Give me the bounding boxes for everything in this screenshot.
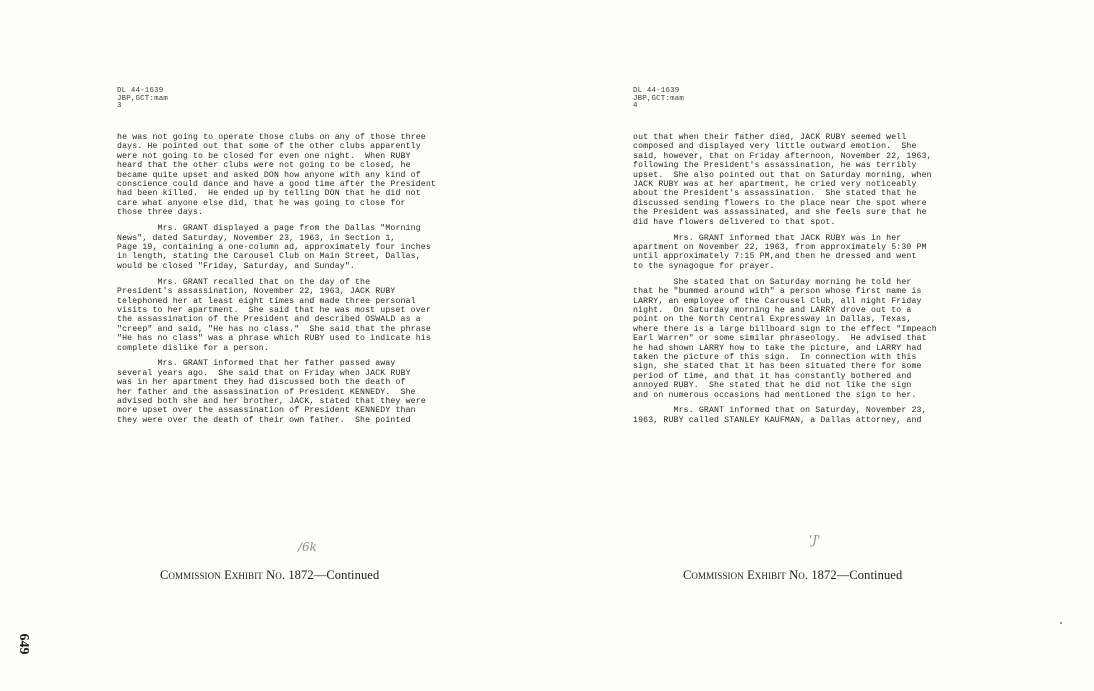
file-number: DL 44-1639 (633, 87, 680, 95)
caption-suffix: —Continued (313, 568, 380, 582)
page-number: 649 (16, 633, 31, 655)
handwritten-mark: /6k (298, 540, 317, 554)
handwritten-mark: 'J' (809, 533, 821, 547)
left-page-header (117, 88, 168, 111)
right-page (547, 0, 1094, 691)
paragraph: Mrs. GRANT recalled that on the day of the President's assassination, November 22, 1963, JACK RUBY telephoned her at least eight times and made three personal visits to her apartment. She said that he was most upset over the assassination of the President and described OSWALD as a "creep" and said, "He has no class." She said that the phrase "He has no class" was a phrase which RUBY used to indicate his complete dislike for a person. (117, 277, 431, 353)
paragraph: She stated that on Saturday morning he told her that he "bummed around with" a person whose first name is LARRY, an employee of the Carousel Club, all night Friday night. On Saturday morning he and LARRY drove out to a point on the North Central Expressway in Dallas, Texas, where there is a large billboard sign to the effect "Impeach Earl Warren" or some similar phraseology. He advised that he had shown LARRY how to take the picture, and LARRY had taken the picture of this sign. In connection with this sign, she stated that it has been situated there for some period of time, and that it has constantly bothered and annoyed RUBY. She stated that he did not like the sign and on numerous occasions had mentioned the sign to her. (633, 277, 937, 400)
caption-suffix: —Continued (836, 568, 903, 582)
right-page-body (633, 133, 937, 432)
paragraph: out that when their father died, JACK RUBY seemed well composed and displayed very little outward emotion. She said, however, that on Friday afternoon, November 22, 1963, following the President's assassination, he was terribly upset. She also pointed out that on Saturday morning, when JACK RUBY was at her apartment, he cried very noticeably about the President's assassination. She stated that he discussed sending flowers to the place near the spot where the President was assassinated, and she feels sure that he did have flowers delivered to that spot. (633, 133, 932, 227)
paragraph: Mrs. GRANT informed that her father passed away several years ago. She said that on Friday when JACK RUBY was in her apartment they had discussed both the death of her father and the assassination of President KENNEDY. She advised both she and her brother, JACK, stated that they were more upset over the assassination of President KENNEDY than they were over the death of their own father. She pointed (117, 359, 426, 425)
file-number: DL 44-1639 (117, 87, 164, 95)
exhibit-caption (683, 568, 902, 583)
right-page-header (633, 88, 684, 111)
exhibit-caption (160, 568, 379, 583)
paragraph: he was not going to operate those clubs on any of those three days. He pointed out that some of the other clubs apparently were not going to be closed for even one night. When RUBY heard that the other clubs were not going to be closed, he became quite upset and asked DON how anyone with any kind of conscience could dance and have a good time after the President had been killed. He ended up by telling DON that he did not care what anyone else did, that he was going to close for those three days. (117, 133, 436, 218)
caption-number: 1872 (811, 568, 837, 582)
caption-number: 1872 (288, 568, 314, 582)
caption-prefix: Commission Exhibit No. (160, 568, 286, 582)
page-index: 4 (633, 102, 638, 111)
paragraph: Mrs. GRANT displayed a page from the Dallas "Morning News", dated Saturday, November 23, 1963, in Section 1, Page 19, containing a one-column ad, approximately four inches in length, stating the Carousel Club on Main Street, Dallas, would be closed "Friday, Saturday, and Sunday". (117, 224, 431, 271)
paragraph: Mrs. GRANT informed that JACK RUBY was in her apartment on November 22, 1963, from approximately 5:30 PM until approximately 7:15 PM,and then he dressed and went to the synagogue for prayer. (633, 233, 927, 271)
scan-speck (1060, 622, 1062, 624)
caption-prefix: Commission Exhibit No. (683, 568, 809, 582)
left-page-body (117, 133, 436, 432)
initials: JBP,GCT:mam (633, 94, 684, 103)
paragraph: Mrs. GRANT informed that on Saturday, November 23, 1963, RUBY called STANLEY KAUFMAN, a Dallas attorney, and (633, 406, 927, 425)
page-index: 3 (117, 102, 122, 111)
initials: JBP,GCT:mam (117, 94, 168, 103)
